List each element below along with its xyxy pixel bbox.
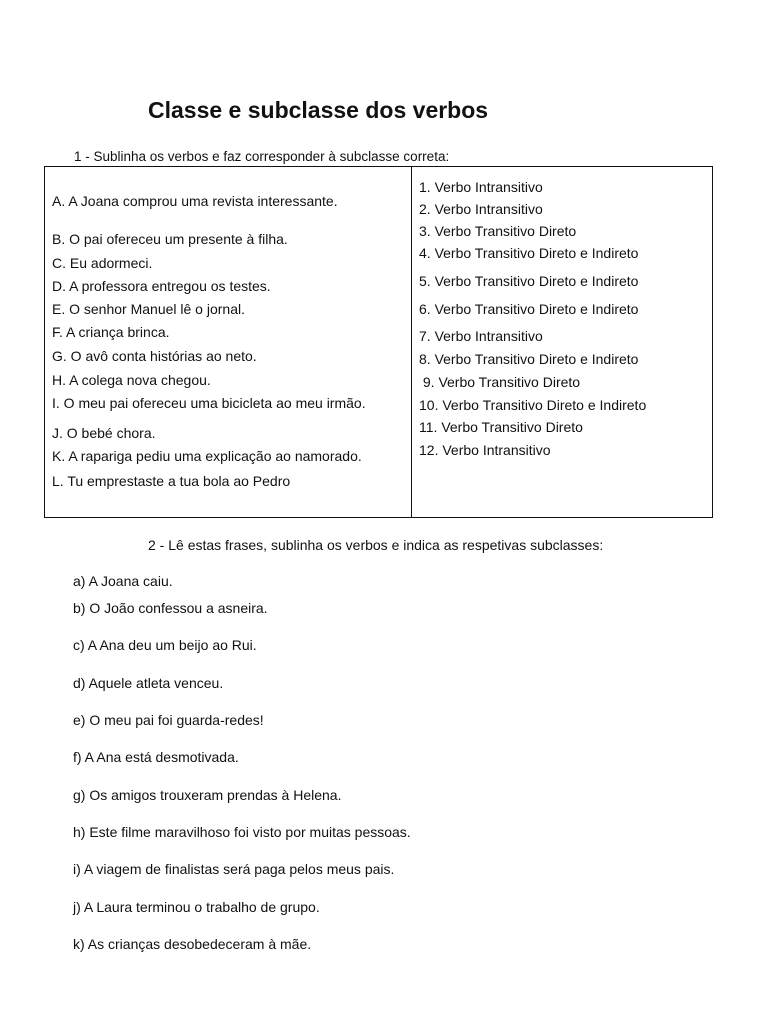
exercise2-item-i: i) A viagem de finalistas será paga pelos meus pais.	[73, 861, 395, 877]
exercise2-item-f: f) A Ana está desmotivada.	[73, 749, 239, 765]
exercise1-instruction: 1 - Sublinha os verbos e faz corresponder à subclasse correta:	[74, 149, 450, 164]
exercise2-item-b: b) O João confessou a asneira.	[73, 600, 268, 616]
exercise2-item-j: j) A Laura terminou o trabalho de grupo.	[73, 899, 320, 915]
sentence-g: G. O avô conta histórias ao neto.	[52, 348, 257, 364]
sentence-d: D. A professora entregou os testes.	[52, 278, 271, 294]
subclass-2: 2. Verbo Intransitivo	[419, 201, 543, 217]
sentence-b: B. O pai ofereceu um presente à filha.	[52, 231, 288, 247]
exercise2-instruction: 2 - Lê estas frases, sublinha os verbos e indica as respetivas subclasses:	[148, 537, 604, 553]
subclass-3: 3. Verbo Transitivo Direto	[419, 223, 577, 239]
sentence-j: J. O bebé chora.	[52, 425, 156, 441]
matching-table	[44, 166, 713, 518]
sentence-l: L. Tu emprestaste a tua bola ao Pedro	[52, 473, 291, 489]
table-divider	[411, 167, 412, 517]
exercise2-item-e: e) O meu pai foi guarda-redes!	[73, 712, 264, 728]
exercise2-item-k: k) As crianças desobedeceram à mãe.	[73, 936, 312, 952]
subclass-5: 5. Verbo Transitivo Direto e Indireto	[419, 273, 639, 289]
subclass-4: 4. Verbo Transitivo Direto e Indireto	[419, 245, 639, 261]
sentence-f: F. A criança brinca.	[52, 324, 170, 340]
exercise2-item-g: g) Os amigos trouxeram prendas à Helena.	[73, 787, 342, 803]
exercise2-item-a: a) A Joana caiu.	[73, 573, 173, 589]
sentence-i: I. O meu pai ofereceu uma bicicleta ao meu irmão.	[52, 395, 366, 411]
sentence-c: C. Eu adormeci.	[52, 255, 153, 271]
subclass-7: 7. Verbo Intransitivo	[419, 328, 543, 344]
subclass-10: 10. Verbo Transitivo Direto e Indireto	[419, 397, 647, 413]
page-title: Classe e subclasse dos verbos	[148, 97, 489, 123]
sentence-e: E. O senhor Manuel lê o jornal.	[52, 301, 245, 317]
subclass-6: 6. Verbo Transitivo Direto e Indireto	[419, 301, 639, 317]
exercise2-item-d: d) Aquele atleta venceu.	[73, 675, 224, 691]
subclass-9: 9. Verbo Transitivo Direto	[419, 374, 581, 390]
sentence-a: A. A Joana comprou uma revista interessante.	[52, 193, 338, 209]
sentence-k: K. A rapariga pediu uma explicação ao namorado.	[52, 448, 362, 464]
exercise2-item-c: c) A Ana deu um beijo ao Rui.	[73, 637, 257, 653]
subclass-8: 8. Verbo Transitivo Direto e Indireto	[419, 351, 639, 367]
subclass-12: 12. Verbo Intransitivo	[419, 442, 551, 458]
exercise2-item-h: h) Este filme maravilhoso foi visto por muitas pessoas.	[73, 824, 411, 840]
subclass-1: 1. Verbo Intransitivo	[419, 179, 543, 195]
subclass-11: 11. Verbo Transitivo Direto	[419, 419, 583, 435]
sentence-h: H. A colega nova chegou.	[52, 372, 211, 388]
